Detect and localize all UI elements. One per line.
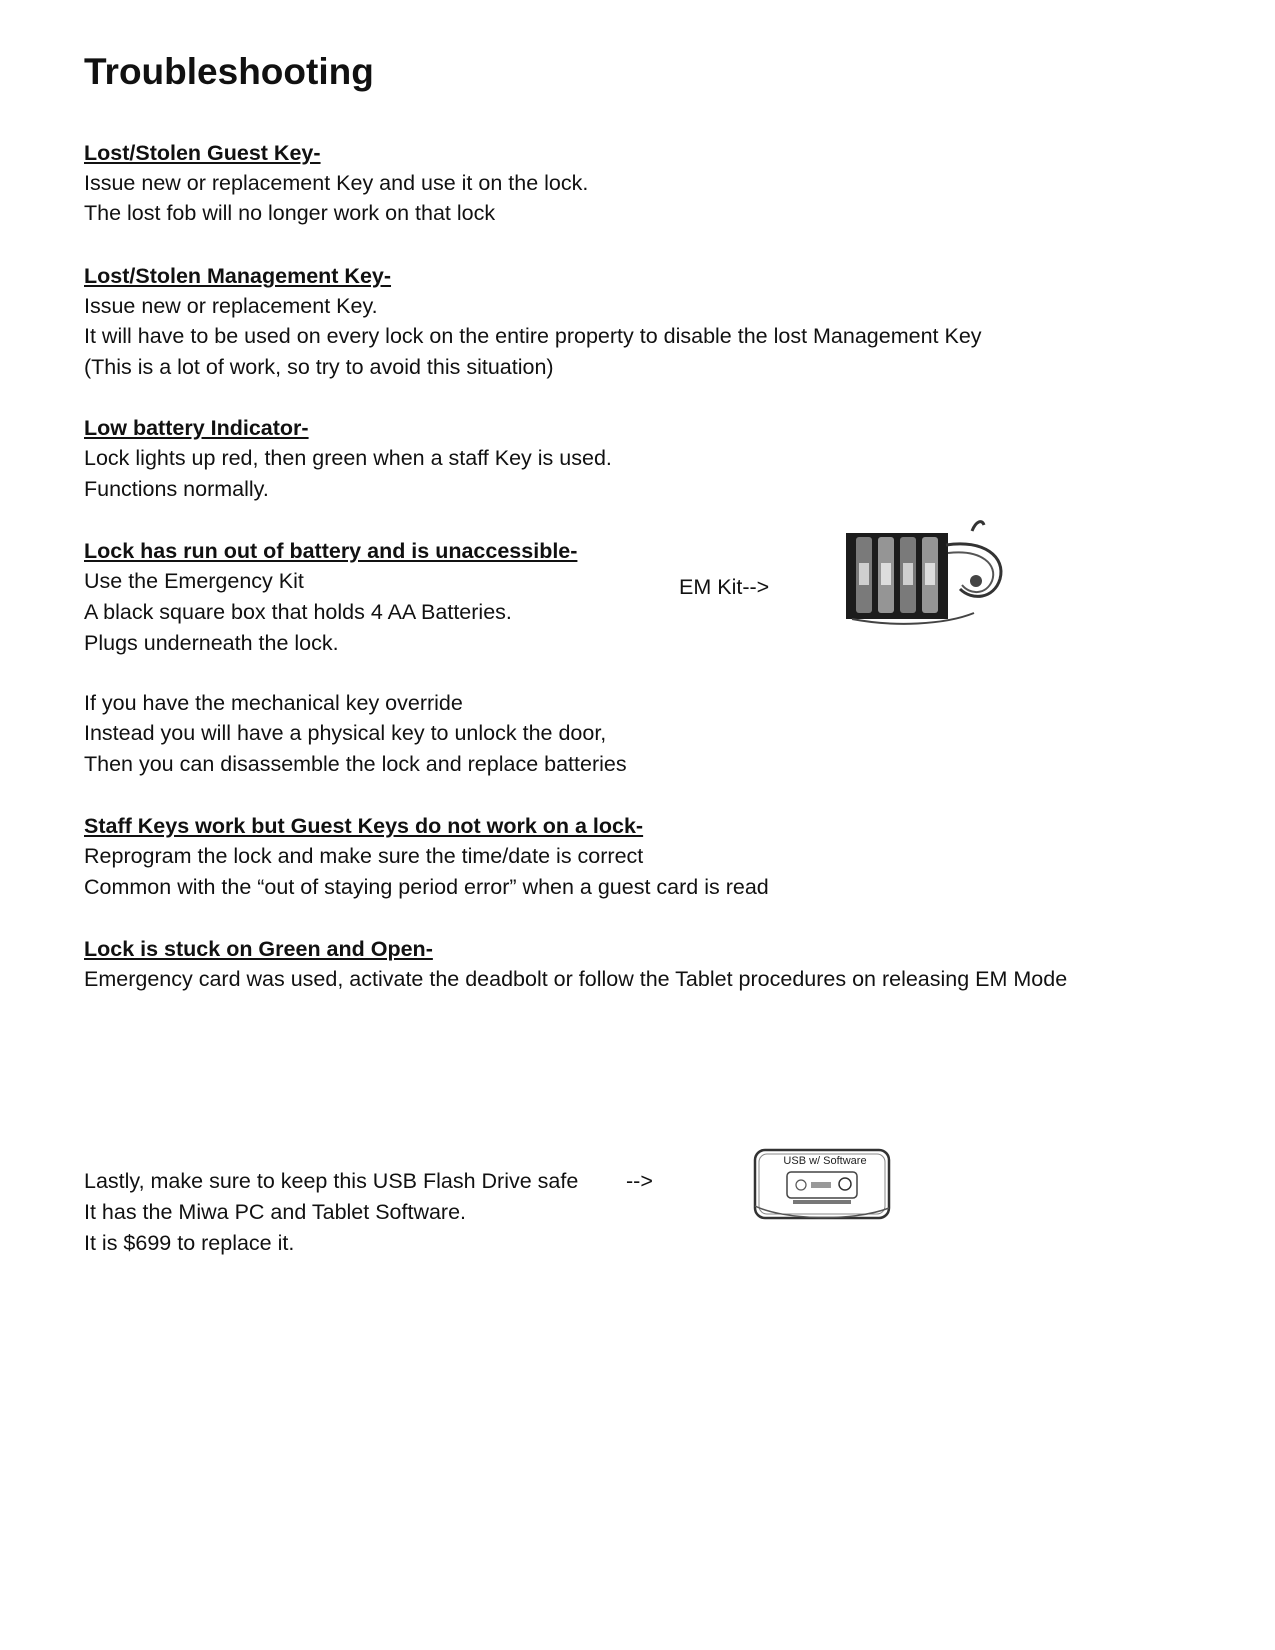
em-kit-battery-pack-image bbox=[834, 515, 1014, 627]
section-text-line: Instead you will have a physical key to unlock the door, bbox=[84, 721, 607, 745]
section-heading-out-of-battery: Lock has run out of battery and is unaccessible- bbox=[84, 539, 578, 563]
usb-arrow-label: --> bbox=[626, 1169, 653, 1193]
section-text-line: It will have to be used on every lock on the entire property to disable the lost Management Key bbox=[84, 324, 982, 348]
em-kit-label: EM Kit--> bbox=[679, 575, 770, 599]
section-text-line: Then you can disassemble the lock and replace batteries bbox=[84, 752, 627, 776]
usb-flash-drive-image bbox=[753, 1146, 893, 1222]
section-text-line: (This is a lot of work, so try to avoid this situation) bbox=[84, 355, 554, 379]
page-title: Troubleshooting bbox=[84, 51, 374, 92]
section-heading-lost-management-key: Lost/Stolen Management Key- bbox=[84, 264, 392, 288]
section-text-line: Plugs underneath the lock. bbox=[84, 631, 339, 655]
closing-text-line: Lastly, make sure to keep this USB Flash Drive safe bbox=[84, 1169, 579, 1193]
section-heading-stuck-green-open: Lock is stuck on Green and Open- bbox=[84, 937, 433, 961]
section-heading-low-battery: Low battery Indicator- bbox=[84, 416, 309, 440]
section-text-line: A black square box that holds 4 AA Batteries. bbox=[84, 600, 512, 624]
section-text-line: Use the Emergency Kit bbox=[84, 569, 304, 593]
section-text-line: Reprogram the lock and make sure the time/date is correct bbox=[84, 844, 644, 868]
section-text-line: Issue new or replacement Key. bbox=[84, 294, 378, 318]
section-heading-lost-guest-key: Lost/Stolen Guest Key- bbox=[84, 141, 321, 165]
closing-text-line: It has the Miwa PC and Tablet Software. bbox=[84, 1200, 467, 1224]
section-text-line: If you have the mechanical key override bbox=[84, 691, 463, 715]
section-heading-staff-keys-work: Staff Keys work but Guest Keys do not work on a lock- bbox=[84, 814, 644, 838]
section-text-line: Common with the “out of staying period error” when a guest card is read bbox=[84, 875, 769, 899]
section-text-line: Lock lights up red, then green when a staff Key is used. bbox=[84, 446, 612, 470]
usb-caption: USB w/ Software bbox=[783, 1155, 867, 1167]
section-text-line: Functions normally. bbox=[84, 477, 269, 501]
section-text-line: The lost fob will no longer work on that lock bbox=[84, 201, 496, 225]
closing-text-line: It is $699 to replace it. bbox=[84, 1231, 295, 1255]
section-text-line: Emergency card was used, activate the deadbolt or follow the Tablet procedures on releasing EM Mode bbox=[84, 967, 1068, 991]
section-text-line: Issue new or replacement Key and use it on the lock. bbox=[84, 171, 589, 195]
